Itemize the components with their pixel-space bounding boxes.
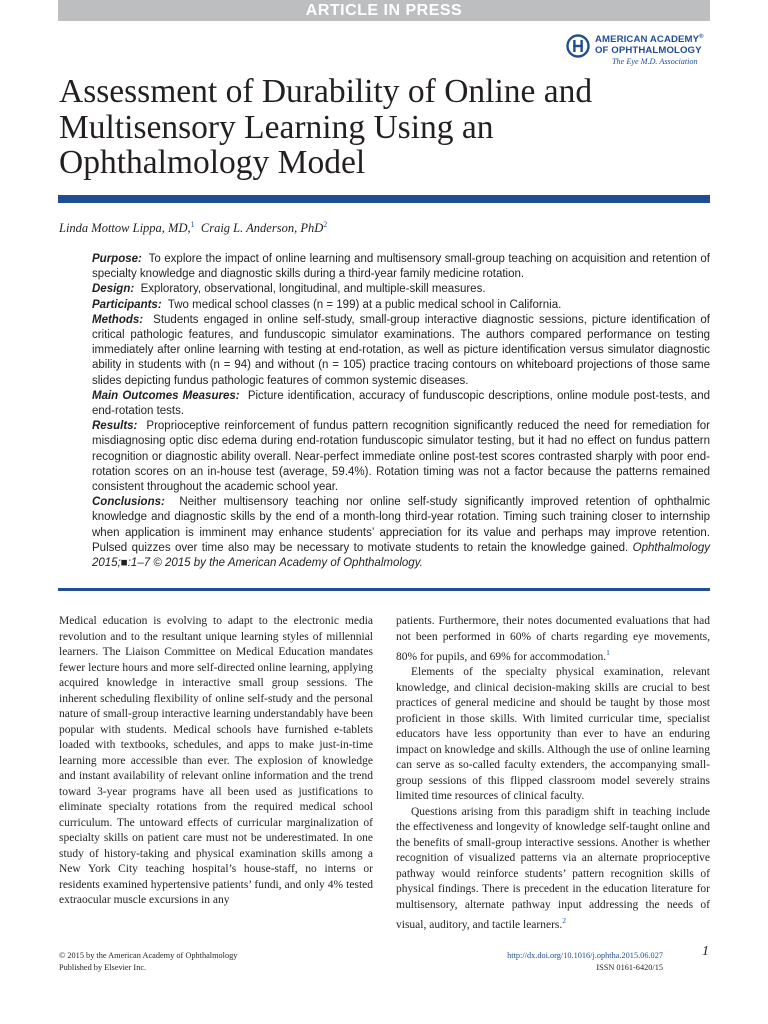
title-divider (58, 195, 710, 203)
abstract-label: Design: (92, 283, 135, 296)
abstract-label: Conclusions: (92, 496, 165, 509)
abstract-purpose: Purpose: To explore the impact of online learning and multisensory small-group teaching on acquisition and retention of specialty knowledge and diagnostic skills during a third-year family medicine rotation. (92, 253, 710, 281)
abstract-label: Methods: (92, 313, 144, 326)
copyright-line: © 2015 by the American Academy of Ophthalmology (59, 951, 238, 960)
body-paragraph: Medical education is evolving to adapt to the electronic media revolution and to the resultant unique learning styles of millennial learners. The Liaison Committee on Medical Education mandates fewer lecture hours and more self-directed online learning, applying acquired knowledge in interactive small group sessions. The inherent scheduling flexibility of online self-study and the personal nature of small-group interactive learning understandably have been popular with students. Medical schools have furnished e-tablets loaded with textbooks, schedules, and apps to make just-in-time learning more accessible than ever. The explosion of knowledge and instant availability of relevant online information and the trend toward 3-year programs have all been used as justifications to eliminate specialty rotations from the required medical school curriculum. The untoward effects of curricular marginalization of specialty skills on patient care must not be underestimated. In one study of history-taking and physical examination skills among a New York City teaching hospital’s house-staff, no interns or residents examined hypertensive patients’ fundi, and only 4% tested extraocular muscle excursions in any (59, 615, 373, 906)
abstract-divider (58, 588, 710, 591)
publisher-tagline: The Eye M.D. Association (612, 57, 698, 66)
aao-logo-icon (566, 34, 590, 58)
abstract-label: Main Outcomes Measures: (92, 389, 240, 402)
abstract-participants: Participants: Two medical school classes (n = 199) at a public medical school in California. (92, 298, 562, 311)
publisher-name-line1: AMERICAN ACADEMY® (595, 34, 704, 46)
body-column-left (59, 614, 373, 909)
abstract-label: Results: (92, 420, 138, 433)
footer-identifiers (507, 950, 663, 974)
footer-copyright (59, 950, 237, 974)
body-paragraph: Questions arising from this paradigm shift in teaching include the effectiveness and longevity of knowledge self-taught online and the benefits of small-group interactive sessions. Another is whether recognition of visualized patterns via an alternate proprioceptive pathway would reinforce students’ pattern recognition skills of physical findings. There is precedent in the education literature for multisensory, alternate pathway input addressing the needs of visual, auditory, and tactile learners.$^2$ (396, 805, 710, 932)
publisher-line: Published by Elsevier Inc. (59, 963, 147, 972)
abstract-methods: Methods: Students engaged in online self-study, small-group interactive diagnostic sessions, picture identification of critical pathologic features, and funduscopic simulator examinations. The authors compared performance on testing immediately after online learning with testing at end-rotation, as well as picture identification versus simulator diagnostic ability in students with (n = 94) and without (n = 105) practice tracing contours on whiteboard projections of those same slides depicting fundus pathologic features of common systemic diseases. (92, 313, 710, 387)
abstract (59, 252, 710, 571)
page-number: 1 (702, 944, 709, 959)
abstract-label: Participants: (92, 298, 162, 311)
abstract-results: Results: Proprioceptive reinforcement of fundus pattern recognition significantly reduced the need for remediation for misdiagnosing optic disc edema during end-rotation funduscopic simulator testing, but it had no effect on fundus pattern recognition or diagnostic ability overall. Near-perfect immediate online post-test scores contrasted sharply with poor end-rotation scores on an in-house test (average, 59.4%). Rotation timing was not a factor because the patterns remained consistent throughout the academic school year. (92, 420, 711, 494)
article-title: Assessment of Durability of Online and Multisensory Learning Using an Ophthalmology Model (59, 73, 593, 181)
article-in-press-banner: ARTICLE IN PRESS (58, 0, 710, 21)
issn: ISSN 0161-6420/15 (596, 963, 663, 972)
abstract-label: Purpose: (92, 253, 142, 265)
body-paragraph: Elements of the specialty physical examination, relevant knowledge, and clinical decision-making skills are crucial to best practices of general medicine and should be taught by those most proficient in those skills. With limited curricular time, specialist educators have less opportunity than ever to have an enduring impact on knowledge and skills. Although the use of online learning can serve as so-called faculty extenders, the accompanying small-group sessions of this flipped classroom model severely strains limited time resources of clinical faculty. (396, 666, 710, 803)
publisher-logo (566, 30, 712, 74)
body-column-right (396, 614, 710, 934)
author-name: Linda Mottow Lippa, MD, (59, 221, 191, 236)
journal-citation: Ophthalmology 2015;■:1–7 © 2015 by the American Academy of Ophthalmology. (92, 541, 710, 570)
body-paragraph: patients. Furthermore, their notes documented evaluations that had not been performed in 60% of charts regarding eye movements, 80% for pupils, and 69% for accommodation.$^1$ (396, 615, 710, 663)
abstract-design: Design: Exploratory, observational, longitudinal, and multiple-skill measures. (92, 283, 486, 296)
abstract-measures: Main Outcomes Measures: Picture identification, accuracy of funduscopic descriptions, online module post-tests, and end-rotation tests. (92, 389, 710, 418)
author-list (59, 220, 327, 236)
author-name: Craig L. Anderson, PhD (200, 221, 324, 236)
affiliation-link[interactable]: 2 (323, 220, 328, 229)
doi-link[interactable]: http://dx.doi.org/10.1016/j.ophtha.2015.06.027 (507, 951, 663, 960)
affiliation-link[interactable]: 1 (190, 220, 195, 229)
reference-link[interactable]: 2 (562, 916, 567, 926)
abstract-conclusions: Conclusions: Neither multisensory teaching nor online self-study significantly improved retention of ophthalmic knowledge and diagnostic skills by the end of a month-long third-year rotation. Timing such training closer to internship when application is imminent may enhance students’ appreciation for its value and perhaps may improve retention. Pulsed quizzes over time also may be necessary to motivate students to retain the knowledge gained. Ophthalmology 2015;■:1–7 © 2015 by the American Academy of Ophthalmology. (92, 496, 711, 570)
publisher-name-line2: OF OPHTHALMOLOGY (595, 45, 702, 56)
reference-link[interactable]: 1 (606, 648, 610, 657)
